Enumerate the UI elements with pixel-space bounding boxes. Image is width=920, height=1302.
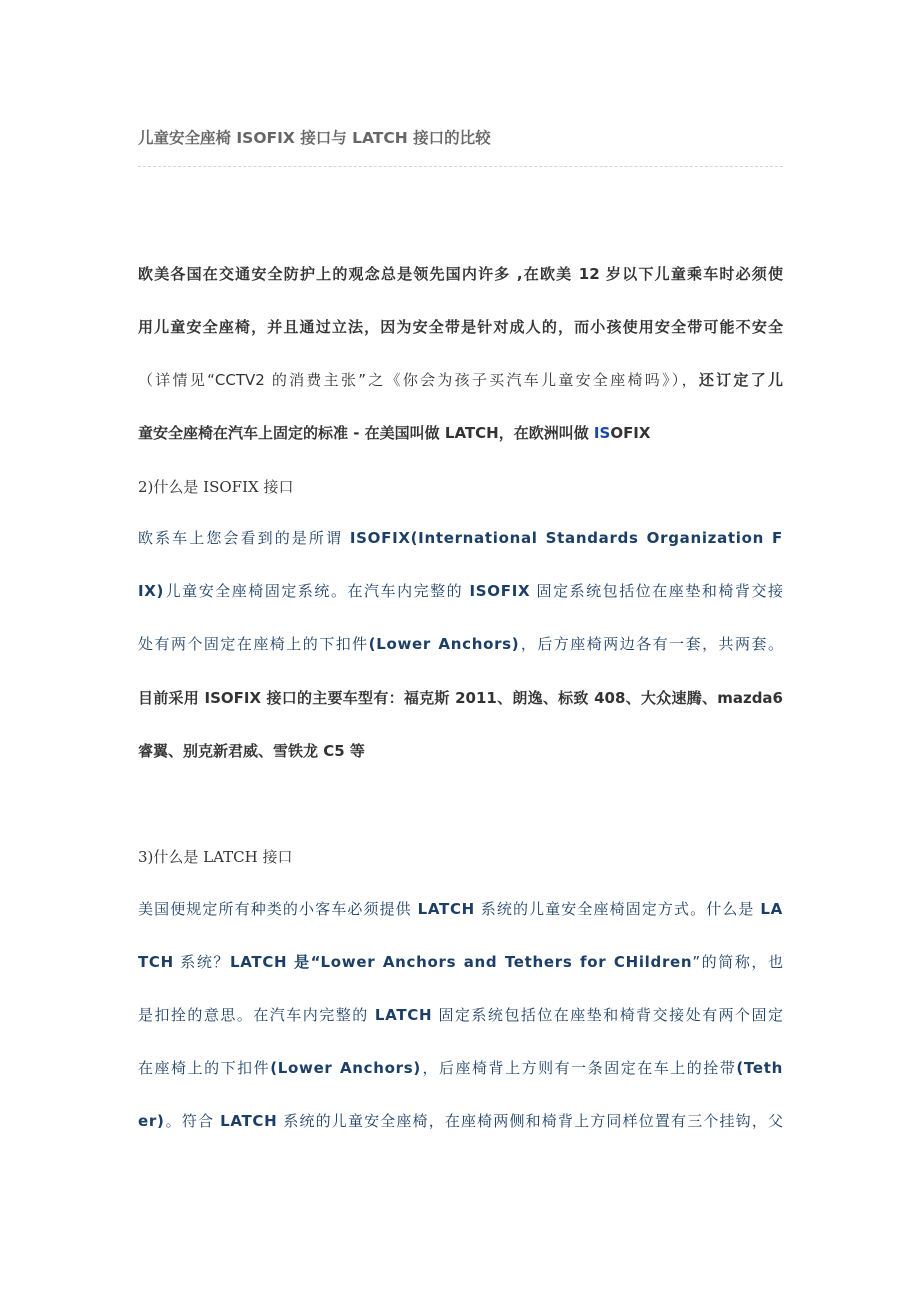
s2-l3-term: (Lower Anchors) bbox=[368, 635, 520, 653]
section-2-heading: 2)什么是 ISOFIX 接口 bbox=[138, 478, 294, 496]
s3-l5-text: 。符合 bbox=[164, 1112, 221, 1130]
section-2-models-line-1: 目前采用 ISOFIX 接口的主要车型有：福克斯 2011、朗逸、标致 408、大众速腾、mazda6 bbox=[138, 689, 783, 707]
s3-l4-tether: (Teth bbox=[736, 1059, 783, 1077]
intro-line-3-bold: 还订定了儿 bbox=[698, 371, 783, 389]
s2-l2-isofix: ISOFIX bbox=[469, 582, 531, 600]
s3-l3-text: 是扣拴的意思。在汽车内完整的 bbox=[138, 1006, 375, 1024]
s2-l1-term: ISOFIX(International Standards Organization F bbox=[349, 529, 783, 547]
s2-l3-text-2: ，后方座椅两边各有一套，共两套。 bbox=[519, 635, 783, 653]
s2-l2-text: 儿童安全座椅固定系统。在汽车内完整的 bbox=[164, 582, 470, 600]
s2-l2-term: IX) bbox=[138, 582, 165, 600]
s2-l1-text: 欧系车上您会看到的是所谓 bbox=[138, 529, 350, 547]
section-2-line-2 bbox=[138, 581, 783, 601]
s3-l4-text: 在座椅上的下扣件 bbox=[138, 1059, 271, 1077]
intro-line-3-text: （详情见“CCTV2 的消费主张”之《你会为孩子买汽车儿童安全座椅吗》）， bbox=[138, 371, 699, 389]
s2-l3-text: 处有两个固定在座椅上的下扣件 bbox=[138, 635, 369, 653]
s3-l5-text-2: 系统的儿童安全座椅，在座椅两侧和椅背上方同样位置有三个挂钩，父 bbox=[277, 1112, 783, 1130]
section-2-line-3 bbox=[138, 634, 783, 654]
article-title: 儿童安全座椅 ISOFIX 接口与 LATCH 接口的比较 bbox=[138, 129, 491, 147]
s3-l2-text: 系统？ bbox=[173, 953, 230, 971]
s3-l3-latch: LATCH bbox=[374, 1006, 433, 1024]
section-3-line-2 bbox=[138, 952, 783, 972]
s3-l2-quote-open: 是“ bbox=[287, 953, 321, 971]
section-3-line-1 bbox=[138, 899, 783, 919]
s3-l5-latch: LATCH bbox=[220, 1112, 278, 1130]
s3-l2-latch: LATCH bbox=[230, 953, 288, 971]
intro-line-2: 用儿童安全座椅，并且通过立法，因为安全带是针对成人的，而小孩使用安全带可能不安全 bbox=[138, 318, 783, 336]
s3-l5-tether-end: er) bbox=[138, 1112, 165, 1130]
section-3-heading: 3)什么是 LATCH 接口 bbox=[138, 848, 293, 866]
intro-line-4-text: 童安全座椅在汽车上固定的标准 - 在美国叫做 LATCH，在欧洲叫做 bbox=[138, 424, 594, 442]
s3-l2-text-2: ”的简称，也 bbox=[692, 953, 783, 971]
s3-l4-term: (Lower Anchors) bbox=[270, 1059, 421, 1077]
intro-line-3 bbox=[138, 370, 783, 390]
s3-l3-text-2: 固定系统包括位在座垫和椅背交接处有两个固定 bbox=[432, 1006, 783, 1024]
section-2-line-1 bbox=[138, 528, 783, 548]
section-3-line-3 bbox=[138, 1005, 783, 1025]
intro-line-1: 欧美各国在交通安全防护上的观念总是领先国内许多 ,在欧美 12 岁以下儿童乘车时必须使 bbox=[138, 265, 783, 283]
s3-l1-latch: LATCH bbox=[417, 900, 475, 918]
s3-l2-latch-part: TCH bbox=[138, 953, 174, 971]
s2-l2-text-2: 固定系统包括位在座垫和椅背交接 bbox=[530, 582, 783, 600]
title-divider bbox=[138, 166, 783, 167]
intro-line-4-highlight: IS bbox=[593, 424, 611, 442]
s3-l1-text-2: 系统的儿童安全座椅固定方式。什么是 bbox=[474, 900, 761, 918]
intro-line-4 bbox=[138, 423, 783, 443]
section-2-models-line-2: 睿翼、别克新君威、雪铁龙 C5 等 bbox=[138, 742, 365, 760]
s3-l2-term: Lower Anchors and Tethers for CHildren bbox=[320, 953, 693, 971]
section-3-line-4 bbox=[138, 1058, 783, 1078]
s3-l4-text-2: ，后座椅背上方则有一条固定在车上的拴带 bbox=[420, 1059, 737, 1077]
intro-line-4-end: OFIX bbox=[610, 424, 651, 442]
s3-l1-text: 美国便规定所有种类的小客车必须提供 bbox=[138, 900, 418, 918]
section-3-line-5 bbox=[138, 1111, 783, 1131]
s3-l1-latch-part: LA bbox=[760, 900, 783, 918]
